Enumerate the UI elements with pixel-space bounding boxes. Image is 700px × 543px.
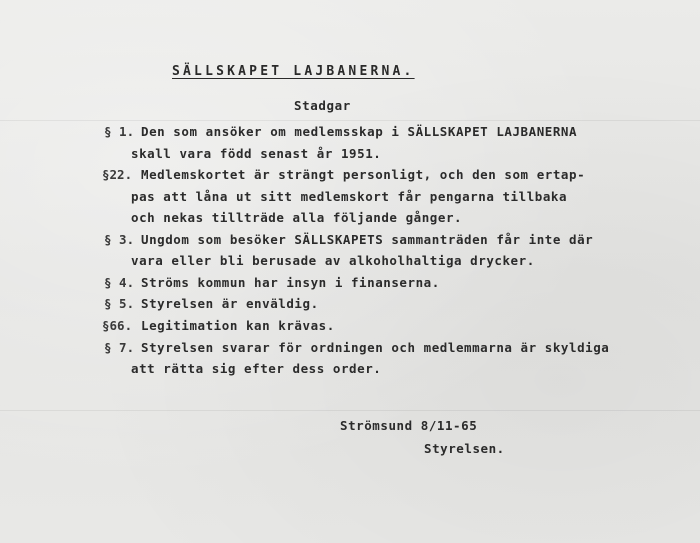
section-number: §22. (102, 167, 133, 182)
section-number: § 5. (104, 296, 135, 311)
section-line: och nekas tillträde alla följande gånger. (131, 210, 463, 225)
section-number: § 3. (104, 232, 135, 247)
section-line: vara eller bli berusade av alkoholhaltiga drycker. (131, 253, 535, 268)
paper-fold (0, 120, 700, 121)
section-number: § 1. (104, 124, 135, 139)
section-line: Styrelsen svarar för ordningen och medlemmarna är skyldiga (141, 340, 610, 355)
place-date: Strömsund 8/11-65 (340, 418, 478, 433)
section-number: § 4. (104, 275, 135, 290)
section-number: §66. (102, 318, 133, 333)
section-line: Styrelsen är enväldig. (141, 296, 319, 311)
section-line: skall vara född senast år 1951. (131, 146, 382, 161)
section-line: Ströms kommun har insyn i finanserna. (141, 275, 440, 290)
document-title: SÄLLSKAPET LAJBANERNA. (172, 64, 415, 79)
section-line: Den som ansöker om medlemsskap i SÄLLSKAPET LAJBANERNA (141, 124, 578, 139)
section-line: Legitimation kan krävas. (141, 318, 335, 333)
section-line: att rätta sig efter dess order. (131, 361, 382, 376)
section-line: Ungdom som besöker SÄLLSKAPETS sammanträden får inte där (141, 232, 594, 247)
document-subtitle: Stadgar (294, 98, 351, 113)
paper-fold (0, 410, 700, 411)
section-line: Medlemskortet är strängt personligt, och den som ertap- (141, 167, 586, 182)
section-number: § 7. (104, 340, 135, 355)
signature: Styrelsen. (424, 441, 505, 456)
section-line: pas att låna ut sitt medlemskort får pengarna tillbaka (131, 189, 568, 204)
